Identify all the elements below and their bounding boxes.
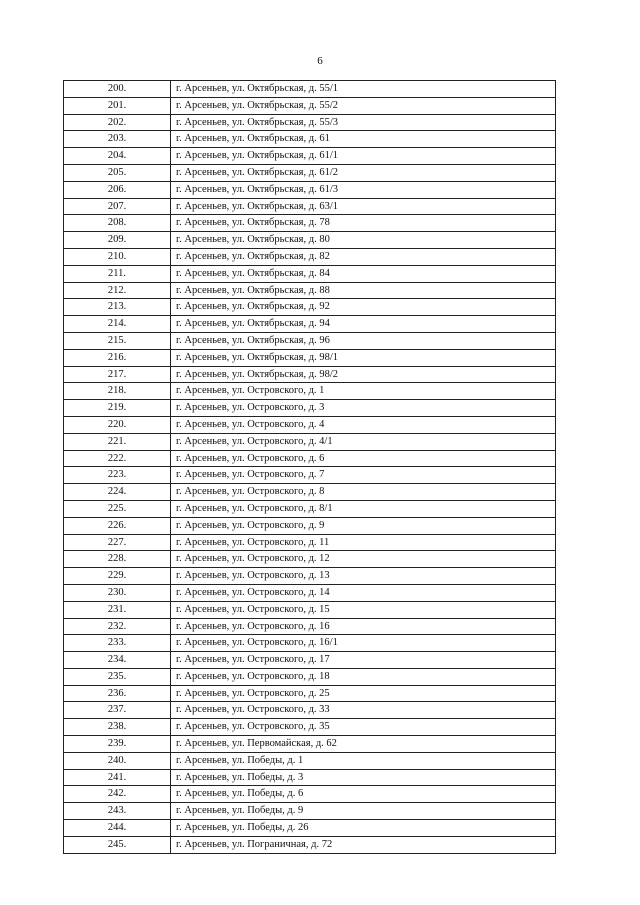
row-address: г. Арсеньев, ул. Островского, д. 17 <box>171 652 556 669</box>
row-address: г. Арсеньев, ул. Островского, д. 8/1 <box>171 500 556 517</box>
table-row <box>64 383 556 400</box>
table-row <box>64 484 556 501</box>
row-address: г. Арсеньев, ул. Островского, д. 16/1 <box>171 635 556 652</box>
row-number: 224. <box>64 484 171 501</box>
row-number: 214. <box>64 316 171 333</box>
row-address: г. Арсеньев, ул. Островского, д. 1 <box>171 383 556 400</box>
row-number: 215. <box>64 332 171 349</box>
row-number: 233. <box>64 635 171 652</box>
row-address: г. Арсеньев, ул. Октябрьская, д. 63/1 <box>171 198 556 215</box>
row-number: 237. <box>64 702 171 719</box>
row-address: г. Арсеньев, ул. Октябрьская, д. 55/2 <box>171 97 556 114</box>
table-row <box>64 114 556 131</box>
row-address: г. Арсеньев, ул. Островского, д. 9 <box>171 517 556 534</box>
row-number: 206. <box>64 181 171 198</box>
row-number: 221. <box>64 433 171 450</box>
table-row <box>64 652 556 669</box>
row-number: 229. <box>64 568 171 585</box>
table-row <box>64 215 556 232</box>
row-address: г. Арсеньев, ул. Октябрьская, д. 98/1 <box>171 349 556 366</box>
table-row <box>64 635 556 652</box>
row-number: 203. <box>64 131 171 148</box>
table-row <box>64 148 556 165</box>
row-number: 244. <box>64 820 171 837</box>
row-number: 235. <box>64 668 171 685</box>
row-number: 241. <box>64 769 171 786</box>
row-address: г. Арсеньев, ул. Островского, д. 8 <box>171 484 556 501</box>
row-number: 222. <box>64 450 171 467</box>
row-number: 217. <box>64 366 171 383</box>
row-number: 226. <box>64 517 171 534</box>
row-address: г. Арсеньев, ул. Островского, д. 11 <box>171 534 556 551</box>
row-number: 223. <box>64 467 171 484</box>
table-row <box>64 81 556 98</box>
table-row <box>64 366 556 383</box>
table-row <box>64 517 556 534</box>
table-row <box>64 332 556 349</box>
row-number: 213. <box>64 299 171 316</box>
table-row <box>64 500 556 517</box>
row-number: 212. <box>64 282 171 299</box>
table-row <box>64 299 556 316</box>
row-address: г. Арсеньев, ул. Октябрьская, д. 88 <box>171 282 556 299</box>
row-address: г. Арсеньев, ул. Победы, д. 3 <box>171 769 556 786</box>
row-number: 240. <box>64 752 171 769</box>
row-number: 201. <box>64 97 171 114</box>
row-number: 200. <box>64 81 171 98</box>
row-address: г. Арсеньев, ул. Октябрьская, д. 55/1 <box>171 81 556 98</box>
table-row <box>64 400 556 417</box>
table-row <box>64 131 556 148</box>
row-address: г. Арсеньев, ул. Первомайская, д. 62 <box>171 736 556 753</box>
row-address: г. Арсеньев, ул. Островского, д. 13 <box>171 568 556 585</box>
row-number: 219. <box>64 400 171 417</box>
page-number: 6 <box>317 55 323 67</box>
row-address: г. Арсеньев, ул. Октябрьская, д. 61 <box>171 131 556 148</box>
row-address: г. Арсеньев, ул. Октябрьская, д. 61/3 <box>171 181 556 198</box>
table-row <box>64 265 556 282</box>
row-number: 231. <box>64 601 171 618</box>
row-address: г. Арсеньев, ул. Островского, д. 33 <box>171 702 556 719</box>
row-address: г. Арсеньев, ул. Островского, д. 4 <box>171 416 556 433</box>
row-address: г. Арсеньев, ул. Островского, д. 18 <box>171 668 556 685</box>
row-number: 228. <box>64 551 171 568</box>
row-number: 225. <box>64 500 171 517</box>
row-address: г. Арсеньев, ул. Островского, д. 16 <box>171 618 556 635</box>
row-number: 232. <box>64 618 171 635</box>
row-number: 234. <box>64 652 171 669</box>
row-number: 230. <box>64 584 171 601</box>
row-address: г. Арсеньев, ул. Октябрьская, д. 61/2 <box>171 164 556 181</box>
table-row <box>64 316 556 333</box>
row-address: г. Арсеньев, ул. Октябрьская, д. 94 <box>171 316 556 333</box>
table-row <box>64 198 556 215</box>
row-number: 242. <box>64 786 171 803</box>
table-row <box>64 836 556 853</box>
table-row <box>64 820 556 837</box>
table-row <box>64 685 556 702</box>
row-number: 238. <box>64 719 171 736</box>
table-row <box>64 584 556 601</box>
row-address: г. Арсеньев, ул. Пограничная, д. 72 <box>171 836 556 853</box>
table-row <box>64 601 556 618</box>
address-table-body <box>64 81 556 854</box>
table-row <box>64 450 556 467</box>
table-row <box>64 232 556 249</box>
table-row <box>64 551 556 568</box>
table-row <box>64 702 556 719</box>
row-address: г. Арсеньев, ул. Октябрьская, д. 78 <box>171 215 556 232</box>
table-row <box>64 181 556 198</box>
row-number: 208. <box>64 215 171 232</box>
address-table <box>63 80 556 854</box>
table-row <box>64 803 556 820</box>
row-number: 239. <box>64 736 171 753</box>
row-address: г. Арсеньев, ул. Островского, д. 7 <box>171 467 556 484</box>
table-row <box>64 668 556 685</box>
row-number: 211. <box>64 265 171 282</box>
row-number: 205. <box>64 164 171 181</box>
row-number: 207. <box>64 198 171 215</box>
table-row <box>64 349 556 366</box>
row-address: г. Арсеньев, ул. Октябрьская, д. 84 <box>171 265 556 282</box>
row-number: 216. <box>64 349 171 366</box>
row-number: 220. <box>64 416 171 433</box>
row-number: 218. <box>64 383 171 400</box>
row-address: г. Арсеньев, ул. Октябрьская, д. 80 <box>171 232 556 249</box>
row-address: г. Арсеньев, ул. Островского, д. 15 <box>171 601 556 618</box>
row-number: 227. <box>64 534 171 551</box>
table-row <box>64 416 556 433</box>
row-number: 243. <box>64 803 171 820</box>
row-number: 210. <box>64 248 171 265</box>
table-row <box>64 568 556 585</box>
table-row <box>64 719 556 736</box>
row-address: г. Арсеньев, ул. Островского, д. 12 <box>171 551 556 568</box>
row-address: г. Арсеньев, ул. Островского, д. 4/1 <box>171 433 556 450</box>
table-row <box>64 248 556 265</box>
table-row <box>64 97 556 114</box>
row-address: г. Арсеньев, ул. Октябрьская, д. 92 <box>171 299 556 316</box>
table-row <box>64 769 556 786</box>
row-address: г. Арсеньев, ул. Октябрьская, д. 82 <box>171 248 556 265</box>
table-row <box>64 282 556 299</box>
row-number: 236. <box>64 685 171 702</box>
row-address: г. Арсеньев, ул. Островского, д. 6 <box>171 450 556 467</box>
row-number: 245. <box>64 836 171 853</box>
row-address: г. Арсеньев, ул. Октябрьская, д. 55/3 <box>171 114 556 131</box>
row-address: г. Арсеньев, ул. Островского, д. 14 <box>171 584 556 601</box>
row-number: 204. <box>64 148 171 165</box>
table-row <box>64 786 556 803</box>
row-address: г. Арсеньев, ул. Островского, д. 25 <box>171 685 556 702</box>
table-row <box>64 433 556 450</box>
row-address: г. Арсеньев, ул. Островского, д. 3 <box>171 400 556 417</box>
table-row <box>64 618 556 635</box>
row-address: г. Арсеньев, ул. Победы, д. 1 <box>171 752 556 769</box>
table-row <box>64 736 556 753</box>
row-address: г. Арсеньев, ул. Октябрьская, д. 96 <box>171 332 556 349</box>
row-number: 209. <box>64 232 171 249</box>
row-number: 202. <box>64 114 171 131</box>
table-row <box>64 752 556 769</box>
row-address: г. Арсеньев, ул. Победы, д. 6 <box>171 786 556 803</box>
table-row <box>64 534 556 551</box>
row-address: г. Арсеньев, ул. Островского, д. 35 <box>171 719 556 736</box>
row-address: г. Арсеньев, ул. Победы, д. 9 <box>171 803 556 820</box>
table-row <box>64 164 556 181</box>
row-address: г. Арсеньев, ул. Победы, д. 26 <box>171 820 556 837</box>
row-address: г. Арсеньев, ул. Октябрьская, д. 98/2 <box>171 366 556 383</box>
table-row <box>64 467 556 484</box>
row-address: г. Арсеньев, ул. Октябрьская, д. 61/1 <box>171 148 556 165</box>
